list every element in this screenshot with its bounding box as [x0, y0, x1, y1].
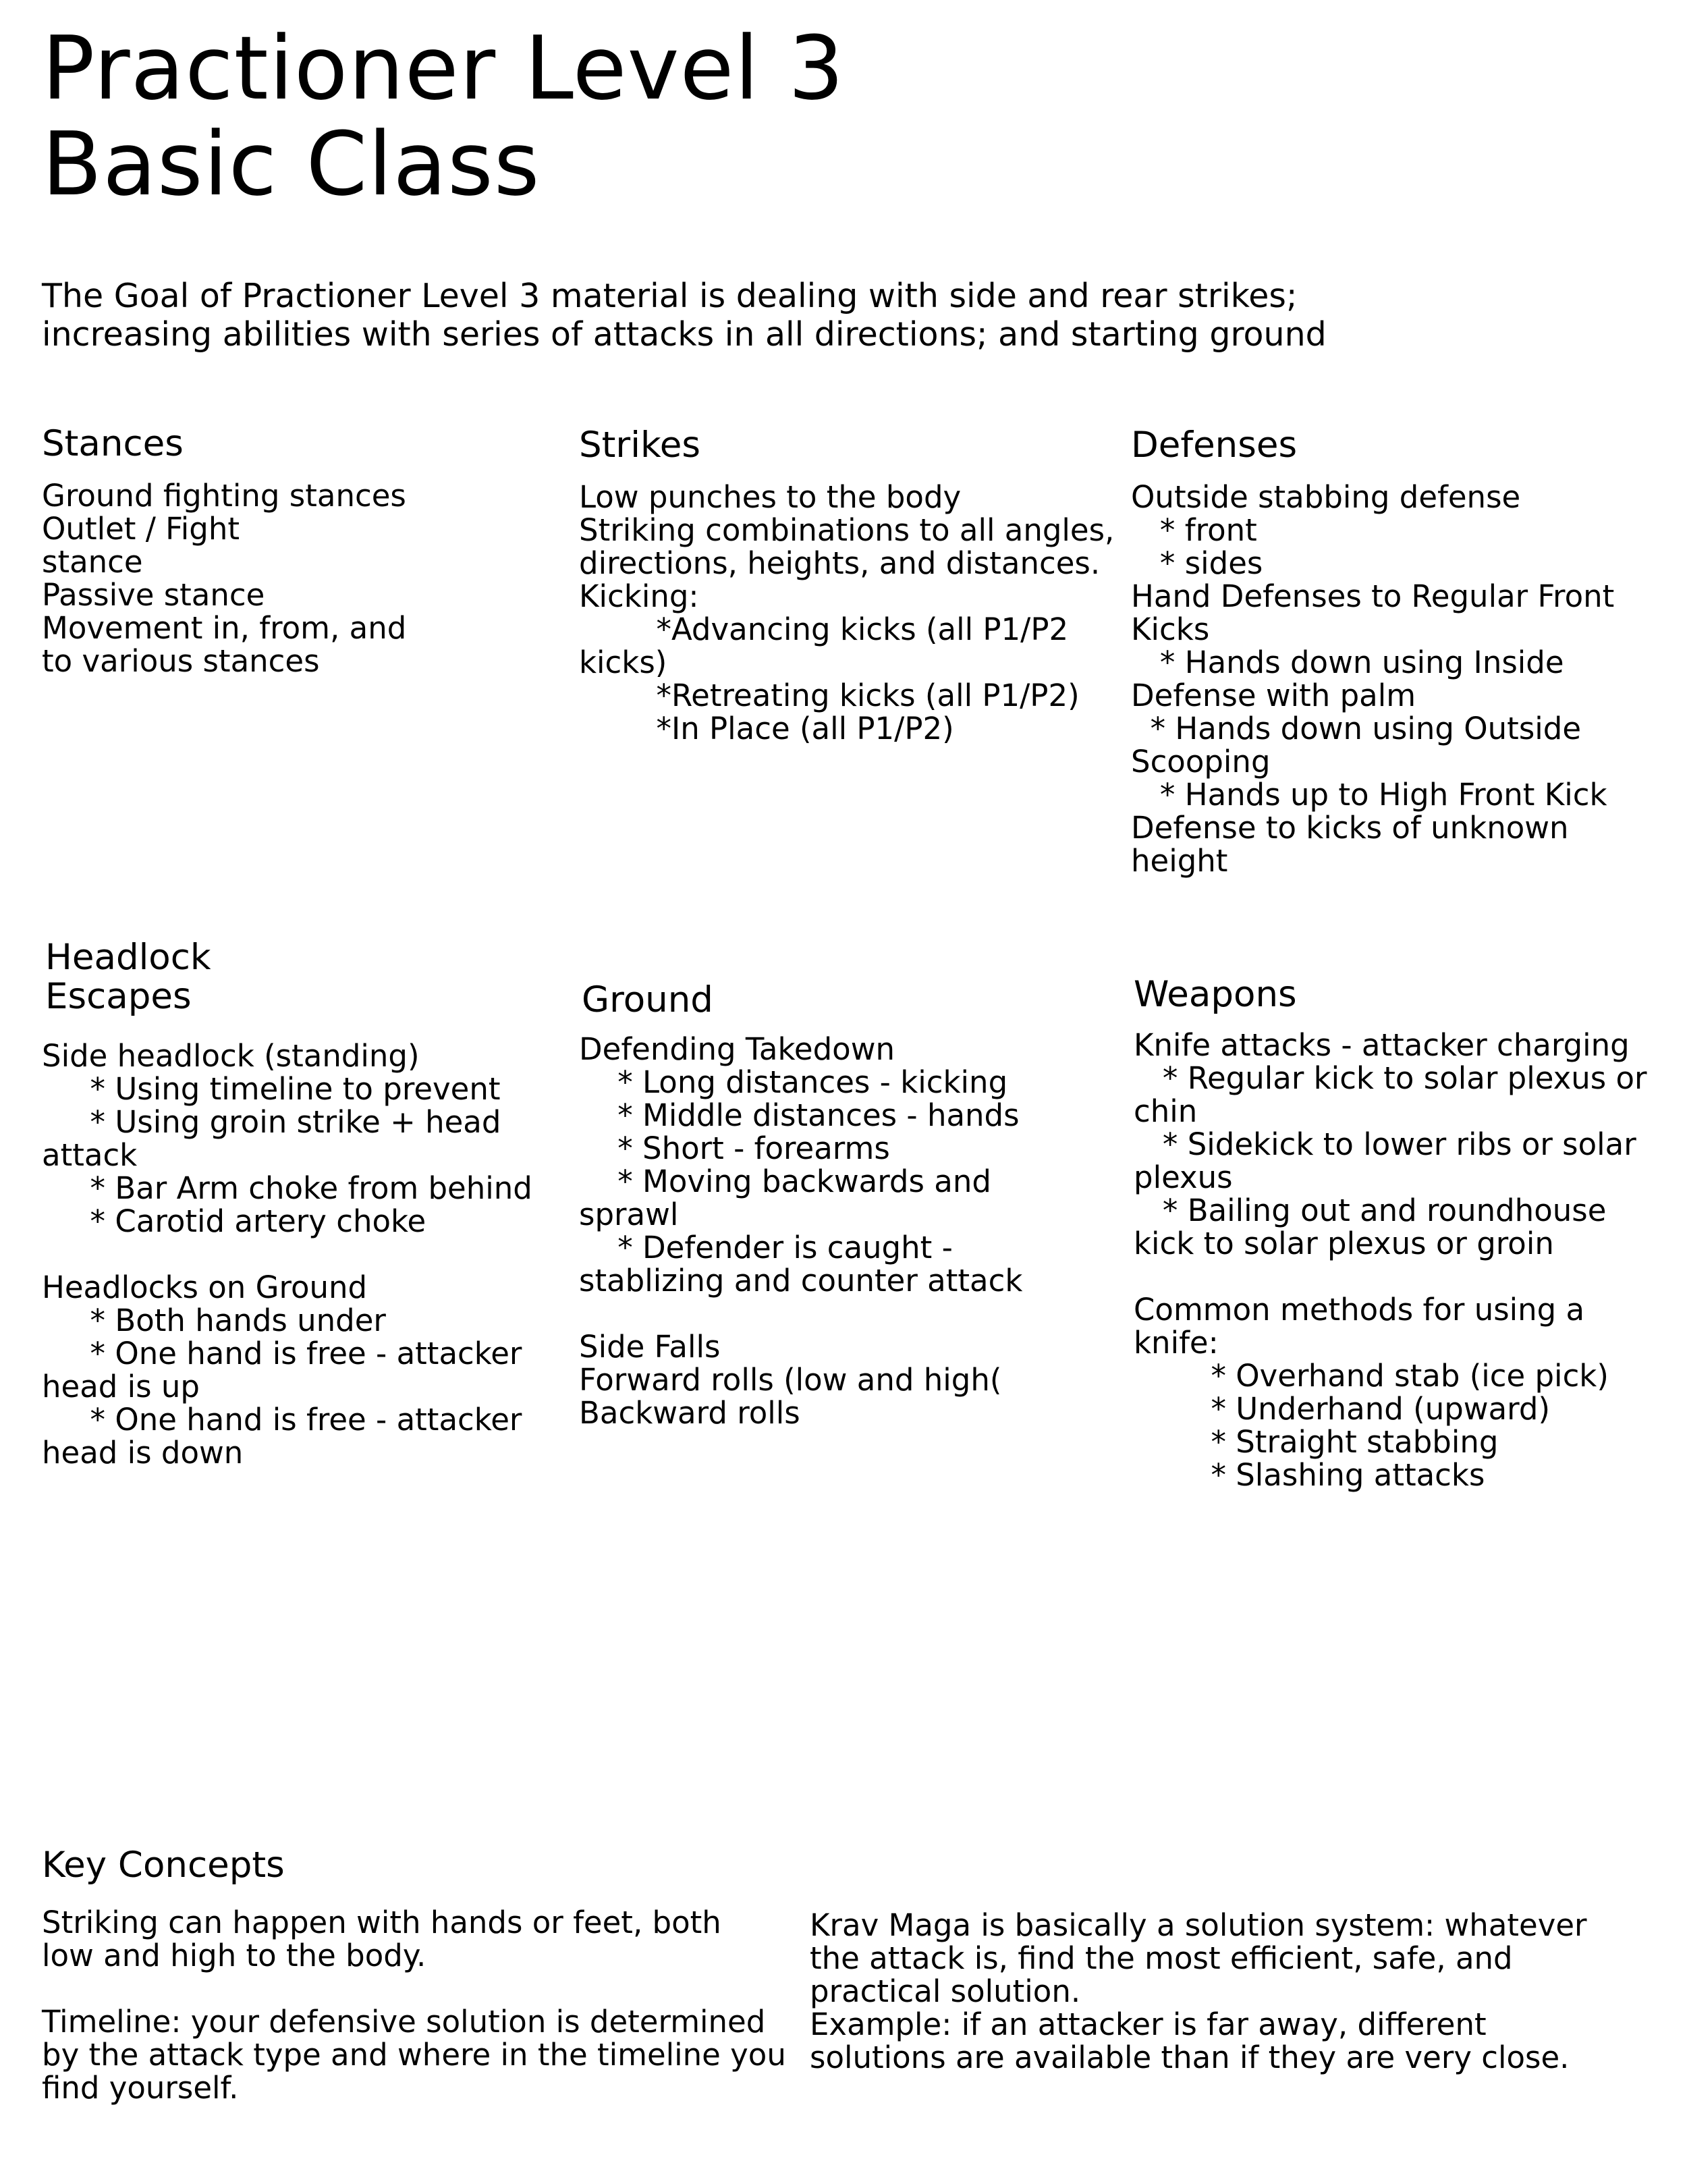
headlock-section — [42, 938, 575, 1469]
key-concepts-heading: Key Concepts — [42, 1845, 285, 1886]
defenses-body: Outside stabbing defense * front * sides Hand Defenses to Regular Front Kicks * Hands down using Inside Defense with palm * Hands down using Outside Scooping * Hands up to High Front Kick Defense to kicks of unknown height — [1131, 479, 1615, 879]
ground-takedown-list: Defending Takedown * Long distances - kicking * Middle distances - hands * Short - forearms * Moving backwards and sprawl * Defender is caught - stablizing and counter attack — [579, 1031, 1023, 1299]
key-concepts-section — [42, 1845, 811, 2104]
ground-heading: Ground — [582, 979, 713, 1020]
stances-section — [42, 424, 555, 678]
ground-falls-list: Side Falls Forward rolls (low and high( Backward rolls — [579, 1329, 1002, 1431]
page-title-line1: Practioner Level 3 — [42, 17, 845, 119]
headlock-heading-line1: Headlock — [45, 937, 211, 978]
page-title-line2: Basic Class — [42, 113, 541, 215]
headlock-ground-list: Headlocks on Ground * Both hands under * One hand is free - attacker head is up * One hand is free - attacker head is down — [42, 1270, 522, 1471]
weapons-section — [1134, 975, 1674, 1492]
headlock-standing-list: Side headlock (standing) * Using timeline to prevent * Using groin strike + head attack * Bar Arm choke from behind * Carotid artery choke — [42, 1038, 532, 1239]
key-concepts-striking: Striking can happen with hands or feet, both low and high to the body. — [42, 1905, 721, 1973]
stances-heading: Stances — [42, 423, 184, 464]
stances-body: Ground fighting stances Outlet / Fight stance Passive stance Movement in, from, and to various stances — [42, 478, 407, 679]
page-title — [42, 17, 845, 215]
weapons-heading: Weapons — [1134, 974, 1297, 1015]
weapons-knife-methods-list: Common methods for using a knife: * Overhand stab (ice pick) * Underhand (upward) * Straight stabbing * Slashing attacks — [1134, 1292, 1609, 1493]
defenses-section — [1131, 425, 1671, 877]
ground-section — [579, 979, 1122, 1431]
defenses-heading: Defenses — [1131, 425, 1298, 466]
headlock-heading — [42, 938, 575, 1016]
key-concepts-solution-system: Krav Maga is basically a solution system: whatever the attack is, find the most efficient, safe, and practical solution. Example: if an attacker is far away, different solutions are available than if they are very close. — [810, 1907, 1587, 2075]
weapons-knife-attacks-list: Knife attacks - attacker charging * Regular kick to solar plexus or chin * Sidekick to lower ribs or solar plexus * Bailing out and roundhouse kick to solar plexus or groin — [1134, 1027, 1647, 1261]
goal-statement: The Goal of Practioner Level 3 material is dealing with side and rear strikes; increasing abilities with series of attacks in all directions; and starting ground — [42, 277, 1327, 354]
headlock-heading-line2: Escapes — [45, 976, 192, 1017]
strikes-body: Low punches to the body Striking combinations to all angles, directions, heights, and distances. Kicking: *Advancing kicks (all P1/P2 kicks) *Retreating kicks (all P1/P2) *In Place (all P1/P2) — [579, 479, 1115, 746]
strikes-section — [579, 425, 1132, 745]
strikes-heading: Strikes — [579, 425, 700, 466]
key-concepts-timeline: Timeline: your defensive solution is determined by the attack type and where in the timeline you find yourself. — [42, 2004, 786, 2106]
